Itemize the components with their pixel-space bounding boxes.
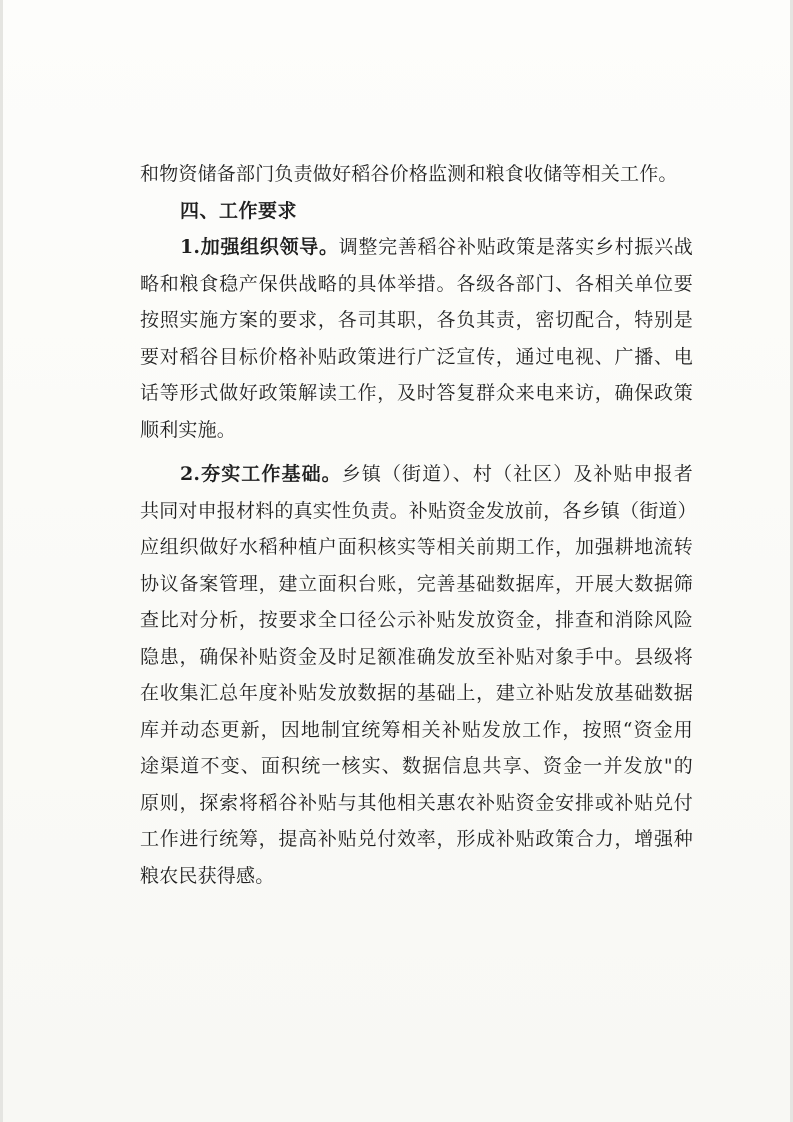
paragraph-line: 粮农民获得感。: [140, 864, 275, 887]
paragraph-line: 共同对申报材料的真实性负责。补贴资金发放前，各乡镇（街道）: [140, 499, 697, 522]
paragraph-line: 按照实施方案的要求，各司其职，各负其责，密切配合，特别是: [140, 309, 693, 331]
paragraph-line: [140, 456, 693, 493]
paragraph-line: [140, 229, 693, 266]
paragraph-line: 库并动态更新，因地制宜统筹相关补贴发放工作，按照“资金用: [140, 718, 693, 741]
paragraph-line: 工作进行统筹，提高补贴兑付效率，形成补贴政策合力，增强种: [140, 828, 693, 850]
paragraph-line: 原则，探索将稻谷补贴与其他相关惠农补贴资金安排或补贴兑付: [140, 791, 693, 814]
paragraph-line: 要对稻谷目标价格补贴政策进行广泛宣传，通过电视、广播、电: [140, 345, 693, 368]
scan-edge-left: [0, 0, 3, 1122]
document-content: [140, 156, 697, 894]
paragraph-line: 顺利实施。: [140, 418, 237, 441]
paragraph-line: 协议备案管理，建立面积台账，完善基础数据库，开展大数据筛: [140, 572, 693, 595]
paragraph-organization-leadership: [140, 229, 693, 448]
paragraph-spacer: [140, 448, 693, 456]
paragraph-work-foundation: [140, 456, 697, 894]
paragraph-line: 应组织做好水稻种植户面积核实等相关前期工作，加强耕地流转: [140, 536, 693, 558]
section-heading: 四、工作要求: [180, 199, 298, 222]
paragraph-label: 2.夯实工作基础。: [180, 463, 342, 485]
paragraph-line: 隐患，确保补贴资金及时足额准确发放至补贴对象手中。县级将: [140, 645, 693, 668]
paragraph-text: 乡镇（街道）、村（社区）及补贴申报者: [341, 463, 693, 485]
paragraph-line: 查比对分析，按要求全口径公示补贴发放资金，排查和消除风险: [140, 609, 693, 631]
paragraph-line: 途渠道不变、面积统一核实、数据信息共享、资金一并发放"的: [140, 755, 693, 777]
paragraph-line: 略和粮食稳产保供战略的具体举措。各级各部门、各相关单位要: [140, 272, 693, 295]
paragraph-line: 话等形式做好政策解读工作，及时答复群众来电来访，确保政策: [140, 382, 693, 404]
paragraph-text: 调整完善稻谷补贴政策是落实乡村振兴战: [338, 236, 693, 258]
intro-line: 和物资储备部门负责做好稻谷价格监测和粮食收储等相关工作。: [140, 163, 678, 185]
paragraph-line: 在收集汇总年度补贴发放数据的基础上，建立补贴发放基础数据: [140, 682, 693, 704]
paragraph-label: 1.加强组织领导。: [180, 236, 339, 258]
